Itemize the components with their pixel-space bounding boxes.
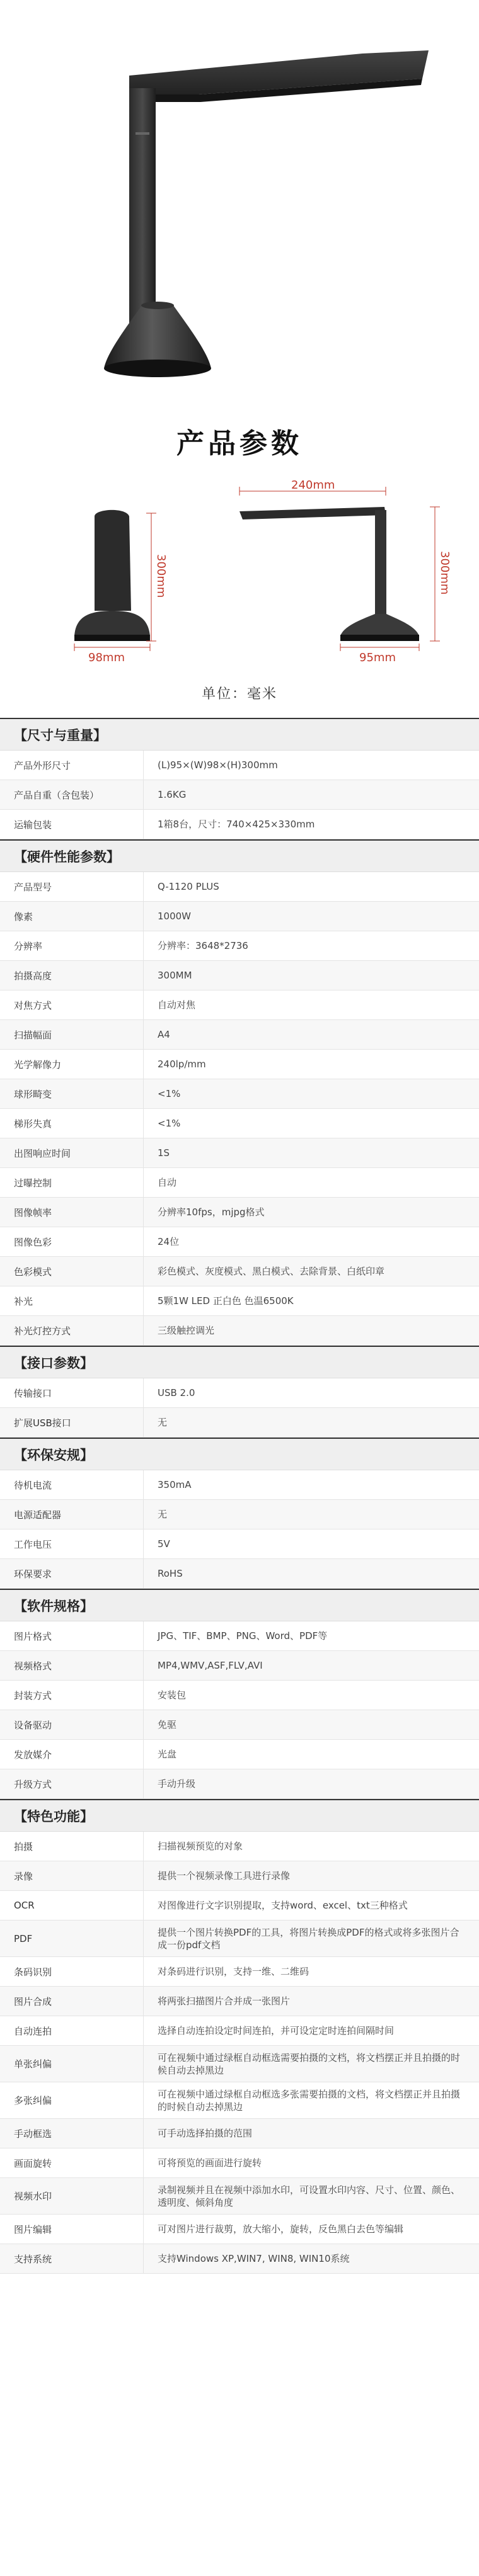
spec-value: MP4,WMV,ASF,FLV,AVI bbox=[158, 1660, 263, 1671]
spec-section-header: 【特色功能】 bbox=[0, 1799, 479, 1832]
spec-value: JPG、TIF、BMP、PNG、Word、PDF等 bbox=[158, 1630, 328, 1642]
spec-value: 1000W bbox=[158, 911, 192, 922]
spec-row bbox=[0, 1286, 479, 1316]
spec-value: (L)95×(W)98×(H)300mm bbox=[158, 759, 278, 771]
spec-key: 过曝控制 bbox=[0, 1168, 144, 1197]
unit-note: 单位：毫米 bbox=[201, 686, 277, 702]
spec-key: 支持系统 bbox=[0, 2244, 144, 2273]
spec-key: 产品自重（含包装） bbox=[0, 780, 144, 809]
spec-value: 24位 bbox=[158, 1236, 180, 1247]
spec-value: 300MM bbox=[158, 970, 192, 981]
spec-key: 拍摄高度 bbox=[0, 961, 144, 990]
spec-value: 可对图片进行裁剪，放大缩小，旋转，反色黑白去色等编辑 bbox=[158, 2223, 404, 2235]
spec-key: 发放媒介 bbox=[0, 1740, 144, 1769]
side-view-pole bbox=[95, 510, 131, 611]
spec-row bbox=[0, 1227, 479, 1257]
spec-row bbox=[0, 2244, 479, 2274]
spec-key: 球形畸变 bbox=[0, 1079, 144, 1108]
side-view-base bbox=[74, 611, 150, 636]
spec-section-header: 【环保安规】 bbox=[0, 1438, 479, 1470]
spec-section-header: 【硬件性能参数】 bbox=[0, 839, 479, 872]
spec-value: 自动 bbox=[158, 1177, 177, 1188]
page-title: 产品参数 bbox=[176, 428, 303, 460]
spec-row bbox=[0, 1769, 479, 1799]
spec-key: 产品外形尺寸 bbox=[0, 751, 144, 780]
spec-section-header: 【接口参数】 bbox=[0, 1346, 479, 1378]
spec-row bbox=[0, 1740, 479, 1769]
spec-row bbox=[0, 1861, 479, 1891]
spec-value: 350mA bbox=[158, 1479, 192, 1490]
spec-value: 光盘 bbox=[158, 1749, 177, 1760]
spec-key: 梯形失真 bbox=[0, 1109, 144, 1138]
hero-product-image bbox=[0, 0, 479, 403]
spec-row bbox=[0, 1957, 479, 1987]
spec-row bbox=[0, 810, 479, 839]
spec-value: 无 bbox=[158, 1417, 168, 1428]
spec-value: RoHS bbox=[158, 1568, 183, 1579]
spec-key: 图像帧率 bbox=[0, 1198, 144, 1227]
spec-value: 1.6KG bbox=[158, 789, 187, 800]
dim-base-right: 95mm bbox=[359, 651, 396, 664]
front-view-head bbox=[240, 507, 386, 519]
spec-key: 录像 bbox=[0, 1861, 144, 1890]
spec-value: USB 2.0 bbox=[158, 1387, 195, 1399]
spec-value: 安装包 bbox=[158, 1689, 187, 1701]
spec-key: 产品型号 bbox=[0, 872, 144, 901]
front-view-pole bbox=[375, 510, 386, 617]
spec-value: 提供一个视频录像工具进行录像 bbox=[158, 1870, 291, 1881]
spec-row bbox=[0, 2016, 479, 2046]
document-camera-illustration bbox=[0, 0, 479, 403]
spec-value: 自动对焦 bbox=[158, 999, 196, 1011]
spec-row bbox=[0, 1710, 479, 1740]
spec-key: PDF bbox=[0, 1921, 144, 1956]
spec-key: 色彩模式 bbox=[0, 1257, 144, 1286]
dimension-drawing bbox=[0, 479, 479, 667]
spec-value: 分辨率10fps，mjpg格式 bbox=[158, 1206, 265, 1218]
spec-row bbox=[0, 1651, 479, 1681]
spec-value: 可在视频中通过绿框自动框选需要拍摄的文档，将文档摆正并且拍摄的时候自动去掉黑边 bbox=[158, 2051, 461, 2076]
spec-value: 录制视频并且在视频中添加水印，可设置水印内容、尺寸、位置、颜色、透明度、倾斜角度 bbox=[158, 2184, 461, 2208]
spec-row bbox=[0, 1138, 479, 1168]
spec-key: 升级方式 bbox=[0, 1769, 144, 1798]
dim-base-left: 98mm bbox=[88, 651, 125, 664]
spec-row bbox=[0, 990, 479, 1020]
spec-key: OCR bbox=[0, 1891, 144, 1920]
spec-key: 光学解像力 bbox=[0, 1050, 144, 1079]
spec-value: 可将预览的画面进行旋转 bbox=[158, 2157, 262, 2169]
spec-value: 240lp/mm bbox=[158, 1058, 206, 1070]
spec-row bbox=[0, 1987, 479, 2016]
spec-section-header: 【尺寸与重量】 bbox=[0, 718, 479, 751]
spec-value: 1S bbox=[158, 1147, 170, 1159]
front-view-base bbox=[340, 614, 419, 636]
spec-value: 5V bbox=[158, 1538, 170, 1550]
spec-row bbox=[0, 1559, 479, 1589]
spec-key: 画面旋转 bbox=[0, 2148, 144, 2177]
spec-row bbox=[0, 2046, 479, 2082]
spec-row bbox=[0, 2178, 479, 2215]
spec-section-header: 【软件规格】 bbox=[0, 1589, 479, 1621]
spec-key: 设备驱动 bbox=[0, 1710, 144, 1739]
spec-key: 单张纠偏 bbox=[0, 2046, 144, 2082]
spec-value: Q-1120 PLUS bbox=[158, 881, 219, 892]
spec-key: 环保要求 bbox=[0, 1559, 144, 1588]
spec-row bbox=[0, 1681, 479, 1710]
spec-key: 视频水印 bbox=[0, 2178, 144, 2214]
spec-row bbox=[0, 2215, 479, 2244]
spec-value: 对图像进行文字识别提取，支持word、excel、txt三种格式 bbox=[158, 1900, 408, 1911]
spec-key: 手动框选 bbox=[0, 2119, 144, 2148]
spec-value: 免驱 bbox=[158, 1719, 177, 1730]
spec-key: 自动连拍 bbox=[0, 2016, 144, 2045]
spec-value: 彩色模式、灰度模式、黑白模式、去除背景、白纸印章 bbox=[158, 1266, 385, 1277]
spec-value: 手动升级 bbox=[158, 1778, 196, 1790]
spec-key: 图片格式 bbox=[0, 1621, 144, 1650]
spec-value: 可手动选择拍摄的范围 bbox=[158, 2128, 253, 2139]
spec-key: 图片编辑 bbox=[0, 2215, 144, 2244]
spec-key: 扩展USB接口 bbox=[0, 1408, 144, 1437]
spec-row bbox=[0, 2148, 479, 2178]
spec-row bbox=[0, 1079, 479, 1109]
dim-height-left: 300mm bbox=[154, 554, 168, 598]
spec-key: 出图响应时间 bbox=[0, 1138, 144, 1167]
spec-row bbox=[0, 1168, 479, 1198]
spec-key: 图片合成 bbox=[0, 1987, 144, 2016]
spec-row bbox=[0, 1020, 479, 1050]
spec-key: 拍摄 bbox=[0, 1832, 144, 1861]
spec-row bbox=[0, 1891, 479, 1921]
spec-key: 工作电压 bbox=[0, 1529, 144, 1558]
spec-row bbox=[0, 780, 479, 810]
spec-row bbox=[0, 931, 479, 961]
spec-key: 封装方式 bbox=[0, 1681, 144, 1710]
spec-value: 无 bbox=[158, 1509, 168, 1520]
spec-key: 传输接口 bbox=[0, 1378, 144, 1407]
spec-key: 像素 bbox=[0, 902, 144, 931]
spec-row bbox=[0, 872, 479, 902]
spec-value: 支持Windows XP,WIN7, WIN8, WIN10系统 bbox=[158, 2253, 350, 2264]
spec-key: 分辨率 bbox=[0, 931, 144, 960]
spec-key: 运输包装 bbox=[0, 810, 144, 839]
spec-row bbox=[0, 1621, 479, 1651]
spec-table bbox=[0, 718, 479, 2286]
spec-row bbox=[0, 1500, 479, 1529]
dim-width-top: 240mm bbox=[291, 479, 335, 492]
spec-value: 三级触控调光 bbox=[158, 1325, 215, 1336]
spec-key: 图像色彩 bbox=[0, 1227, 144, 1256]
spec-row bbox=[0, 1832, 479, 1861]
section-title-wrap bbox=[0, 403, 479, 479]
spec-value: 5颗1W LED 正白色 色温6500K bbox=[158, 1295, 294, 1307]
dimension-diagram bbox=[0, 479, 479, 718]
spec-row bbox=[0, 1050, 479, 1079]
spec-row bbox=[0, 1470, 479, 1500]
spec-row bbox=[0, 1529, 479, 1559]
spec-key: 补光 bbox=[0, 1286, 144, 1315]
spec-value: 选择自动连拍设定时间连拍，并可设定定时连拍间隔时间 bbox=[158, 2025, 395, 2036]
spec-row bbox=[0, 751, 479, 780]
spec-key: 补光灯控方式 bbox=[0, 1316, 144, 1345]
spec-value: 可在视频中通过绿框自动框选多张需要拍摄的文档，将文档摆正并且拍摄的时候自动去掉黑边 bbox=[158, 2088, 461, 2113]
spec-value: 提供一个图片转换PDF的工具，将图片转换成PDF的格式或将多张图片合成一份pdf文档 bbox=[158, 1926, 459, 1951]
spec-row bbox=[0, 1198, 479, 1227]
spec-row bbox=[0, 1257, 479, 1286]
spec-row bbox=[0, 961, 479, 990]
spec-row bbox=[0, 1378, 479, 1408]
spec-value: <1% bbox=[158, 1118, 181, 1129]
spec-key: 视频格式 bbox=[0, 1651, 144, 1680]
spec-value: 将两张扫描图片合并成一张图片 bbox=[158, 1995, 291, 2007]
spec-value: 分辨率：3648*2736 bbox=[158, 940, 248, 951]
spec-row bbox=[0, 902, 479, 931]
spec-row bbox=[0, 2119, 479, 2148]
spec-key: 扫描幅面 bbox=[0, 1020, 144, 1049]
spec-key: 多张纠偏 bbox=[0, 2082, 144, 2118]
spec-key: 条码识别 bbox=[0, 1957, 144, 1986]
spec-key: 待机电流 bbox=[0, 1470, 144, 1499]
spec-value: A4 bbox=[158, 1029, 170, 1040]
spec-value: 对条码进行识别，支持一维、二维码 bbox=[158, 1966, 309, 1977]
spec-row bbox=[0, 1109, 479, 1138]
spec-row bbox=[0, 1316, 479, 1346]
spec-key: 对焦方式 bbox=[0, 990, 144, 1019]
spec-row bbox=[0, 2082, 479, 2119]
spec-value: 扫描视频预览的对象 bbox=[158, 1841, 243, 1852]
spec-row bbox=[0, 1921, 479, 1957]
spec-value: <1% bbox=[158, 1088, 181, 1099]
spec-key: 电源适配器 bbox=[0, 1500, 144, 1529]
spec-row bbox=[0, 1408, 479, 1438]
spec-value: 1箱8台，尺寸：740×425×330mm bbox=[158, 819, 315, 830]
dim-height-right: 300mm bbox=[438, 551, 451, 595]
